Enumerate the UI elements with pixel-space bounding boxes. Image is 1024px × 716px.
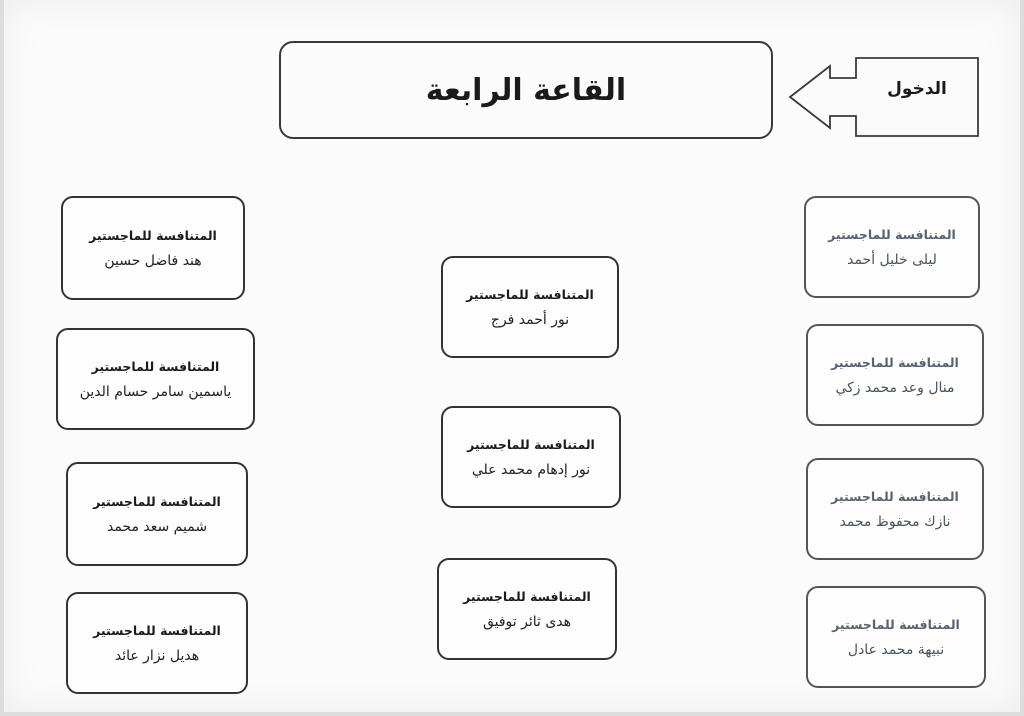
- card-name: ياسمين سامر حسام الدين: [79, 383, 232, 400]
- contestant-card: [806, 586, 986, 688]
- card-name: هديل نزار عائد: [114, 647, 200, 664]
- card-role: المتنافسة للماجستير: [466, 286, 594, 302]
- contestant-card: [66, 592, 248, 694]
- contestant-card: [66, 462, 248, 566]
- contestant-card: [441, 256, 619, 358]
- card-role: المتنافسة للماجستير: [832, 616, 960, 632]
- card-name: شميم سعد محمد: [106, 518, 208, 535]
- card-name: نبيهة محمد عادل: [847, 641, 945, 658]
- card-role: المتنافسة للماجستير: [831, 354, 959, 370]
- contestant-card: [806, 324, 984, 426]
- card-name: هدى ثائر توفيق: [482, 613, 572, 630]
- card-name: نور أحمد فرج: [490, 311, 570, 328]
- hall-title-box: [279, 41, 773, 139]
- card-role: المتنافسة للماجستير: [89, 227, 217, 243]
- card-name: نازك محفوظ محمد: [839, 513, 951, 530]
- card-name: هند فاضل حسين: [104, 252, 202, 269]
- card-name: نور إدهام محمد علي: [471, 461, 591, 478]
- card-role: المتنافسة للماجستير: [91, 358, 220, 374]
- hall-title: القاعة الرابعة: [425, 72, 627, 108]
- entrance-label: الدخول: [887, 79, 947, 99]
- contestant-card: [437, 558, 617, 660]
- card-role: المتنافسة للماجستير: [93, 493, 221, 509]
- card-role: المتنافسة للماجستير: [831, 488, 959, 504]
- card-role: المتنافسة للماجستير: [463, 588, 591, 604]
- contestant-card: [56, 328, 255, 430]
- card-role: المتنافسة للماجستير: [828, 226, 956, 242]
- card-role: المتنافسة للماجستير: [467, 436, 595, 452]
- card-name: ليلى خليل أحمد: [847, 251, 937, 268]
- card-role: المتنافسة للماجستير: [93, 622, 221, 638]
- card-name: منال وعد محمد زكي: [835, 379, 955, 396]
- contestant-card: [441, 406, 621, 508]
- contestant-card: [61, 196, 245, 300]
- contestant-card: [806, 458, 984, 560]
- contestant-card: [804, 196, 980, 298]
